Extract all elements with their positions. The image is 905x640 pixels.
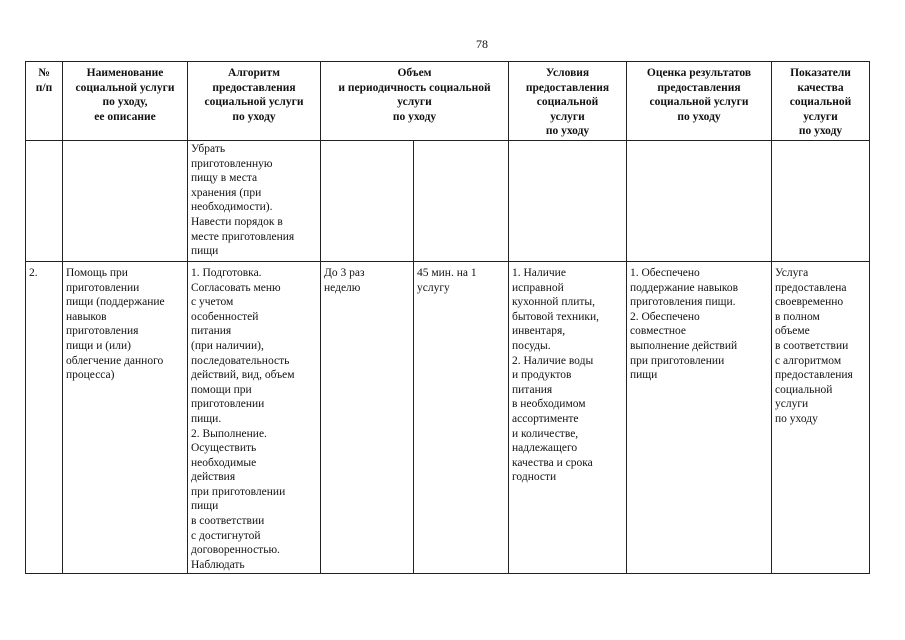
text-line: Объем — [397, 67, 432, 79]
text-line: 2. Выполнение. — [191, 427, 267, 440]
text-line: процесса) — [66, 369, 115, 382]
text-line: предоставления — [525, 81, 610, 94]
text-line: Наблюдать — [191, 558, 245, 571]
text-line: социальной услуги — [75, 81, 175, 94]
text-line: пищи и (или) — [66, 339, 131, 352]
cell-evaluation — [627, 261, 772, 573]
text-line: надлежащего — [512, 442, 578, 455]
header-algorithm — [188, 62, 321, 141]
text-line: (при наличии), — [191, 339, 264, 352]
text-line: социальной услуги — [204, 96, 304, 109]
text-line: и периодичность социальной — [338, 81, 491, 94]
text-line: социальной — [536, 96, 599, 109]
text-line: До 3 раз — [324, 266, 365, 279]
text-line: пищи — [191, 500, 219, 513]
text-line: качества — [797, 81, 844, 94]
text-line: действия — [191, 471, 236, 484]
text-line: при приготовлении — [630, 354, 725, 367]
text-line: Наименование — [86, 67, 164, 79]
text-line: приготовления — [66, 325, 139, 338]
text-line: в соответствии — [775, 339, 849, 352]
header-evaluation — [627, 62, 772, 141]
text-line: месте приготовления — [191, 230, 295, 243]
text-line: предоставления — [775, 369, 853, 382]
text-line: по уходу — [392, 110, 437, 123]
header-volume — [321, 62, 509, 141]
cell-num: 2. — [26, 261, 63, 573]
text-line: в соответствии — [191, 515, 265, 528]
cell-service-name — [63, 261, 188, 573]
cell-empty — [414, 140, 509, 261]
text-line: годности — [512, 471, 557, 484]
cell-quality — [772, 261, 870, 573]
text-line: приготовлении — [191, 398, 265, 411]
text-line: в полном — [775, 310, 820, 323]
table-row-continuation — [26, 140, 870, 261]
text-line: Осуществить — [191, 442, 257, 455]
cell-algorithm-continuation — [188, 140, 321, 261]
text-line: своевременно — [775, 296, 844, 309]
text-line: договоренностью. — [191, 544, 280, 557]
text-line: ее описание — [94, 110, 156, 123]
header-quality — [772, 62, 870, 141]
text-line: услуги — [397, 96, 432, 109]
text-line: 1. Обеспечено — [630, 266, 700, 279]
text-line: хранения (при — [191, 186, 262, 199]
cell-empty — [772, 140, 870, 261]
text-line: особенностей — [191, 310, 259, 323]
text-line: последовательность — [191, 354, 290, 367]
text-line: по уходу — [775, 412, 818, 425]
text-line: Оценка результатов — [646, 67, 752, 79]
text-line: 1. Наличие — [512, 266, 566, 279]
text-line: и количестве, — [512, 427, 579, 440]
text-line: услуги — [775, 398, 809, 411]
text-line: облегчение данного — [66, 354, 164, 367]
table-row — [26, 261, 870, 573]
text-line: по уходу — [677, 110, 721, 123]
text-line: услуги — [550, 110, 585, 123]
text-line: предоставления — [212, 81, 296, 94]
header-conditions — [509, 62, 627, 141]
text-line: социальной — [775, 383, 833, 396]
header-name — [63, 62, 188, 141]
cell-conditions — [509, 261, 627, 573]
text-line: навыков — [66, 310, 107, 323]
cell-algorithm — [188, 261, 321, 573]
text-line: пищи — [630, 369, 658, 382]
text-line: Услуга — [775, 266, 809, 279]
text-line: помощи при — [191, 383, 252, 396]
text-line: приготовленную — [191, 157, 273, 170]
text-line: необходимости). — [191, 201, 273, 214]
cell-empty — [509, 140, 627, 261]
text-line: 2. Обеспечено — [630, 310, 700, 323]
text-line: приготовления пищи. — [630, 296, 736, 309]
text-line: пищи (поддержание — [66, 296, 165, 309]
text-line: питания — [191, 325, 232, 338]
text-line: Условия — [545, 67, 590, 79]
text-line: с достигнутой — [191, 529, 261, 542]
text-line: по уходу — [798, 125, 843, 138]
text-line: услуги — [803, 110, 838, 123]
text-line: № — [38, 67, 50, 79]
page-number: 78 — [476, 37, 488, 51]
text-line: по уходу, — [102, 96, 148, 109]
text-line: в необходимом — [512, 398, 586, 411]
text-line: пищу в места — [191, 172, 258, 185]
text-line: Убрать — [191, 142, 226, 155]
text-line: инвентаря, — [512, 325, 566, 338]
cell-empty — [63, 140, 188, 261]
text-line: 2. Наличие воды — [512, 354, 594, 367]
cell-frequency — [321, 261, 414, 573]
text-line: посуды. — [512, 339, 551, 352]
text-line: неделю — [324, 281, 361, 294]
text-line: пищи — [191, 245, 219, 258]
text-line: питания — [512, 383, 553, 396]
services-table — [25, 61, 870, 574]
cell-empty — [627, 140, 772, 261]
text-line: социальной услуги — [649, 96, 749, 109]
text-line: с учетом — [191, 296, 234, 309]
text-line: качества и срока — [512, 456, 593, 469]
text-line: действий, вид, объем — [191, 369, 295, 382]
text-line: услугу — [417, 281, 450, 294]
text-line: бытовой техники, — [512, 310, 599, 323]
text-line: предоставления — [657, 81, 741, 94]
text-line: кухонной плиты, — [512, 296, 595, 309]
text-line: необходимые — [191, 456, 257, 469]
cell-duration — [414, 261, 509, 573]
text-line: при приготовлении — [191, 485, 286, 498]
text-line: поддержание навыков — [630, 281, 739, 294]
text-line: Навести порядок в — [191, 215, 283, 228]
text-line: по уходу — [232, 110, 276, 123]
text-line: выполнение действий — [630, 339, 738, 352]
text-line: Согласовать меню — [191, 281, 281, 294]
text-line: Алгоритм — [228, 67, 280, 79]
text-line: 1. Подготовка. — [191, 266, 262, 279]
text-line: социальной — [789, 96, 852, 109]
text-line: приготовлении — [66, 281, 140, 294]
table-header-row — [26, 62, 870, 141]
text-line: Показатели — [790, 67, 851, 79]
text-line: совместное — [630, 325, 687, 338]
text-line: 45 мин. на 1 — [417, 266, 477, 279]
text-line: с алгоритмом — [775, 354, 842, 367]
text-line: предоставлена — [775, 281, 847, 294]
text-line: объеме — [775, 325, 810, 338]
text-line: и продуктов — [512, 369, 572, 382]
text-line: ассортименте — [512, 412, 579, 425]
cell-empty — [26, 140, 63, 261]
text-line: по уходу — [545, 125, 590, 138]
text-line: пищи. — [191, 412, 222, 425]
cell-empty — [321, 140, 414, 261]
header-num — [26, 62, 63, 141]
text-line: исправной — [512, 281, 564, 294]
text-line: Помощь при — [66, 266, 128, 279]
text-line: п/п — [35, 81, 53, 94]
